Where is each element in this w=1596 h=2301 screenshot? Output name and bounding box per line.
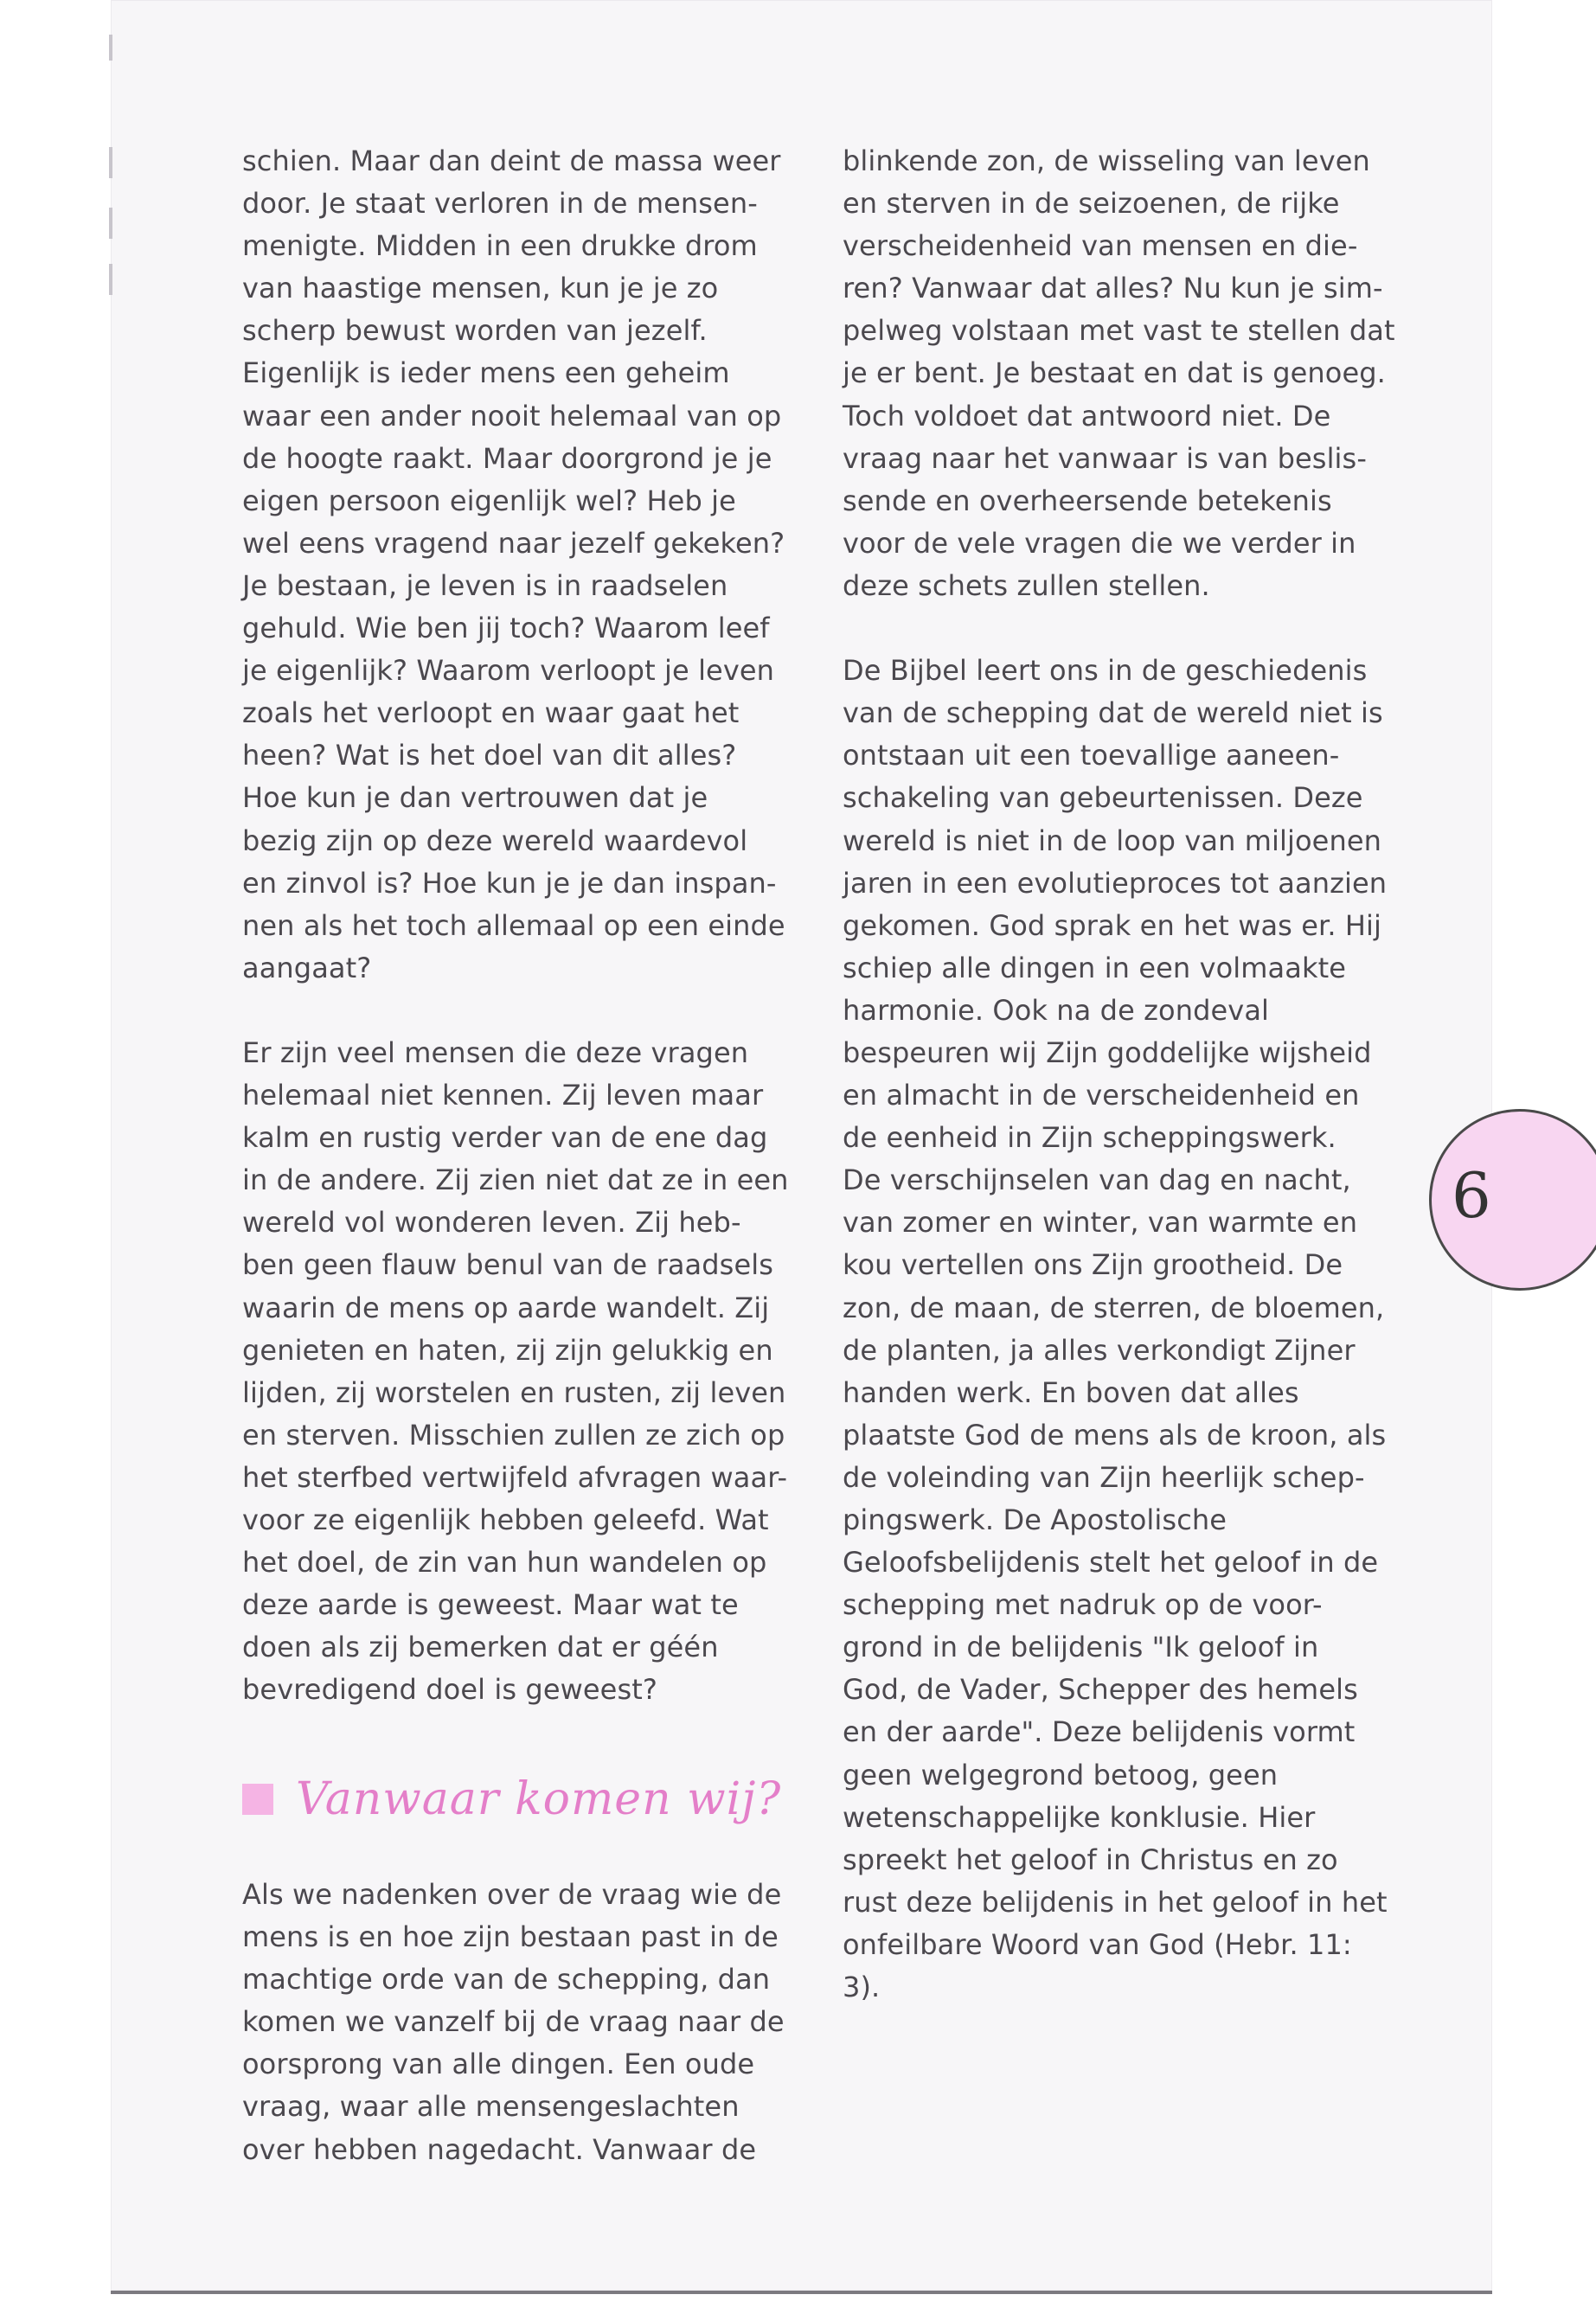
left-column [242, 140, 796, 1711]
text-line: het doel, de zin van hun wandelen op [242, 1546, 767, 1580]
text-line: de hoogte raakt. Maar doorgrond je je [242, 441, 772, 475]
text-line: Toch voldoet dat antwoord niet. De [843, 399, 1331, 433]
text-line: menigte. Midden in een drukke drom [242, 229, 758, 263]
text-line: en zinvol is? Hoe kun je je dan inspan- [242, 866, 777, 900]
text-line: het sterfbed vertwijfeld afvragen waar- [242, 1460, 788, 1494]
text-line: machtige orde van de schepping, dan [242, 1963, 771, 1997]
text-line: genieten en haten, zij zijn gelukkig en [242, 1333, 773, 1367]
text-line: mens is en hoe zijn bestaan past in de [242, 1920, 779, 1954]
text-line: harmonie. Ook na de zondeval [843, 993, 1270, 1027]
text-line: God, de Vader, Schepper des hemels [843, 1673, 1358, 1707]
text-line: bezig zijn op deze wereld waardevol [242, 824, 748, 857]
text-line: over hebben nagedacht. Vanwaar de [242, 2132, 757, 2166]
chapter-number: 6 [1452, 1159, 1491, 1232]
text-line: pingswerk. De Apostolische [843, 1503, 1227, 1536]
heading-bullet-icon [242, 1784, 273, 1815]
left-paragraph-3 [242, 1874, 796, 2171]
right-paragraph-1 [843, 140, 1396, 607]
text-line: helemaal niet kennen. Zij leven maar [242, 1079, 764, 1112]
text-line: spreekt het geloof in Christus en zo [843, 1843, 1338, 1876]
text-line: wereld is niet in de loop van miljoenen [843, 824, 1381, 857]
text-line: bespeuren wij Zijn goddelijke wijsheid [843, 1035, 1372, 1069]
text-line: blinkende zon, de wisseling van leven [843, 144, 1370, 177]
text-line: van zomer en winter, van warmte en [843, 1206, 1358, 1240]
text-line: van de schepping dat de wereld niet is [843, 696, 1383, 730]
text-line: pelweg volstaan met vast te stellen dat [843, 314, 1395, 348]
heading-title: Vanwaar komen wij? [296, 1773, 782, 1825]
text-line: oorsprong van alle dingen. Een oude [242, 2048, 755, 2081]
text-line: kalm en rustig verder van de ene dag [242, 1121, 768, 1155]
text-line: waarin de mens op aarde wandelt. Zij [242, 1291, 770, 1324]
text-line: je er bent. Je bestaat en dat is genoeg. [843, 356, 1386, 390]
text-line: vraag naar het vanwaar is van beslis- [843, 441, 1367, 475]
left-column-lower [242, 1874, 796, 2171]
text-line: handen werk. En boven dat alles [843, 1375, 1299, 1409]
text-line: en almacht in de verscheidenheid en [843, 1079, 1360, 1112]
text-line: je eigenlijk? Waarom verloopt je leven [242, 654, 775, 688]
text-line: 3). [843, 1971, 881, 2004]
edge-mark [109, 35, 112, 61]
text-line: verscheidenheid van mensen en die- [843, 229, 1358, 263]
text-line: jaren in een evolutieproces tot aanzien [843, 866, 1388, 900]
text-line: ben geen flauw benul van de raadsels [242, 1248, 773, 1282]
text-line: voor ze eigenlijk hebben geleefd. Wat [242, 1503, 769, 1536]
text-line: De Bijbel leert ons in de geschiedenis [843, 654, 1368, 688]
text-line: de planten, ja alles verkondigt Zijner [843, 1333, 1356, 1367]
text-line: vraag, waar alle mensengeslachten [242, 2090, 740, 2124]
edge-mark [109, 147, 112, 178]
text-line: Als we nadenken over de vraag wie de [242, 1878, 782, 1911]
left-paragraph-1 [242, 140, 796, 990]
text-line: Eigenlijk is ieder mens een geheim [242, 356, 730, 390]
text-line: schepping met nadruk op de voor- [843, 1588, 1323, 1622]
text-line: gekomen. God sprak en het was er. Hij [843, 908, 1382, 942]
text-line: Er zijn veel mensen die deze vragen [242, 1035, 749, 1069]
text-line: zon, de maan, de sterren, de bloemen, [843, 1291, 1385, 1324]
text-line: en der aarde". Deze belijdenis vormt [843, 1715, 1356, 1749]
text-line: aangaat? [242, 951, 372, 984]
page-bottom-edge [111, 2291, 1492, 2294]
text-line: de eenheid in Zijn scheppingswerk. [843, 1121, 1336, 1155]
text-line: schien. Maar dan deint de massa weer [242, 144, 781, 177]
text-line: en sterven in de seizoenen, de rijke [843, 187, 1340, 221]
left-paragraph-2 [242, 1032, 796, 1712]
text-line: onfeilbare Woord van God (Hebr. 11: [843, 1927, 1352, 1961]
text-line: wereld vol wonderen leven. Zij heb- [242, 1206, 741, 1240]
text-line: plaatste God de mens als de kroon, als [843, 1418, 1387, 1452]
right-column [843, 140, 1396, 2009]
text-line: van haastige mensen, kun je je zo [242, 272, 719, 305]
text-line: schiep alle dingen in een volmaakte [843, 951, 1347, 984]
text-line: heen? Wat is het doel van dit alles? [242, 739, 737, 772]
text-line: De verschijnselen van dag en nacht, [843, 1163, 1351, 1197]
text-line: eigen persoon eigenlijk wel? Heb je [242, 484, 736, 517]
text-line: nen als het toch allemaal op een einde [242, 908, 785, 942]
text-line: kou vertellen ons Zijn grootheid. De [843, 1248, 1343, 1282]
text-line: bevredigend doel is geweest? [242, 1673, 657, 1707]
text-line: deze schets zullen stellen. [843, 568, 1210, 602]
text-line: ontstaan uit een toevallige aaneen- [843, 739, 1340, 772]
text-line: wetenschappelijke konklusie. Hier [843, 1800, 1316, 1834]
text-line: door. Je staat verloren in de mensen- [242, 187, 758, 221]
text-line: deze aarde is geweest. Maar wat te [242, 1588, 739, 1622]
text-line: in de andere. Zij zien niet dat ze in een [242, 1163, 789, 1197]
text-line: Geloofsbelijdenis stelt het geloof in de [843, 1546, 1379, 1580]
text-line: komen we vanzelf bij de vraag naar de [242, 2005, 785, 2039]
text-line: Hoe kun je dan vertrouwen dat je [242, 781, 708, 815]
text-line: scherp bewust worden van jezelf. [242, 314, 708, 348]
text-line: de voleinding van Zijn heerlijk schep- [843, 1460, 1365, 1494]
right-paragraph-2 [843, 650, 1396, 2009]
edge-mark [109, 208, 112, 239]
text-line: lijden, zij worstelen en rusten, zij leven [242, 1375, 786, 1409]
text-line: zoals het verloopt en waar gaat het [242, 696, 740, 730]
text-line: waar een ander nooit helemaal van op [242, 399, 782, 433]
text-line: gehuld. Wie ben jij toch? Waarom leef [242, 612, 770, 645]
text-line: Je bestaan, je leven is in raadselen [242, 568, 728, 602]
text-line: voor de vele vragen die we verder in [843, 526, 1356, 560]
text-line: geen welgegrond betoog, geen [843, 1758, 1279, 1791]
text-line: rust deze belijdenis in het geloof in het [843, 1885, 1388, 1919]
text-line: sende en overheersende betekenis [843, 484, 1332, 517]
text-line: schakeling van gebeurtenissen. Deze [843, 781, 1363, 815]
text-line: wel eens vragend naar jezelf gekeken? [242, 526, 785, 560]
section-heading [242, 1773, 781, 1825]
text-line: en sterven. Misschien zullen ze zich op [242, 1418, 785, 1452]
text-line: ren? Vanwaar dat alles? Nu kun je sim- [843, 272, 1383, 305]
edge-mark [109, 264, 112, 295]
text-line: doen als zij bemerken dat er géén [242, 1631, 719, 1664]
text-line: grond in de belijdenis "Ik geloof in [843, 1631, 1319, 1664]
